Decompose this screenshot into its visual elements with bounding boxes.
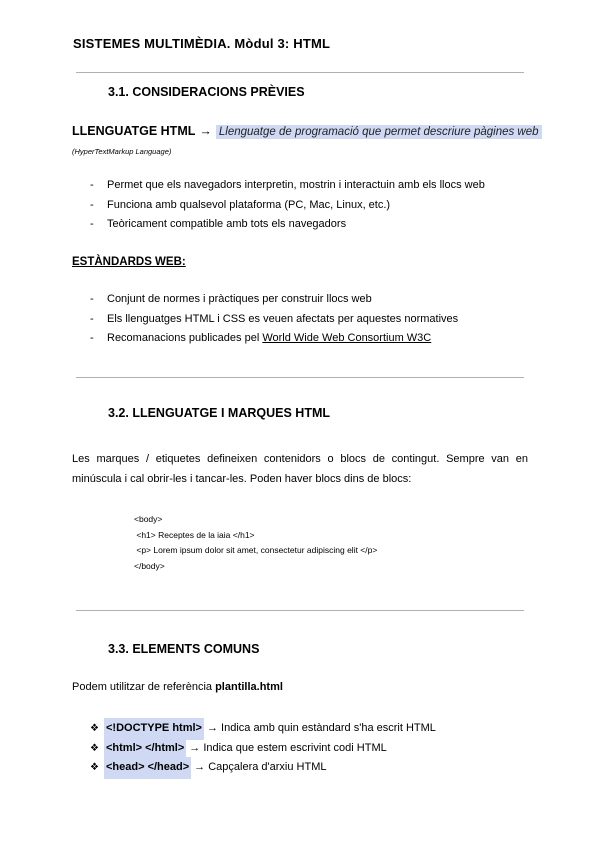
list-item <box>90 739 436 759</box>
w3c-link[interactable]: World Wide Web Consortium W3C <box>262 332 432 344</box>
code-line: </body> <box>134 560 165 571</box>
code-line: <h1> Receptes de la iaia </h1> <box>134 529 255 540</box>
divider <box>76 377 524 378</box>
section-heading-1: 3.1. CONSIDERACIONS PRÈVIES <box>108 85 305 99</box>
list-item: - Els llenguatges HTML i CSS es veuen afectats per aquestes normatives <box>90 310 458 330</box>
diamond-bullet-icon: ❖ <box>90 762 99 773</box>
arrow-icon: → <box>194 761 206 773</box>
list-item <box>90 329 458 349</box>
tag-highlight: <html> </html> <box>104 738 186 760</box>
list-item: - Conjunt de normes i pràctiques per construir llocs web <box>90 290 458 310</box>
code-line: <p> Lorem ipsum dolor sit amet, consectetur adipiscing elit </p> <box>134 545 378 555</box>
term: LLENGUATGE HTML <box>72 124 196 138</box>
diamond-bullet-icon: ❖ <box>90 723 99 734</box>
list-item: - Permet que els navegadors interpretin, mostrin i interactuin amb els llocs web <box>90 176 485 196</box>
list-item: - Funciona amb qualsevol plataforma (PC, Mac, Linux, etc.) <box>90 196 485 216</box>
paragraph: Les marques / etiquetes defineixen contenidors o blocs de contingut. Sempre van en minúscula i cal obrir-les i tancar-les. Poden haver blocs dins de blocs: <box>72 453 528 485</box>
definition-highlight: Llenguatge de programació que permet descriure pàgines web <box>216 125 542 139</box>
item-description: Indica que estem escrivint codi HTML <box>203 741 387 754</box>
standards-list <box>90 290 458 349</box>
section-heading-2: 3.2. LLENGUATGE I MARQUES HTML <box>108 406 330 420</box>
reference-file: plantilla.html <box>215 681 283 693</box>
list-item: - Teòricament compatible amb tots els navegadors <box>90 215 485 235</box>
arrow-icon: → <box>199 124 212 138</box>
list-item <box>90 719 436 739</box>
section-heading-3: 3.3. ELEMENTS COMUNS <box>108 642 260 656</box>
tag-highlight: <head> </head> <box>104 757 191 779</box>
html-definition <box>72 124 542 138</box>
divider <box>76 72 524 73</box>
code-line: <body> <box>134 514 163 524</box>
list-item <box>90 758 436 778</box>
html-features-list <box>90 176 485 235</box>
standards-heading: ESTÀNDARDS WEB: <box>72 256 186 268</box>
reference-text: Podem utilitzar de referència <box>72 681 216 693</box>
divider <box>76 610 524 611</box>
reference-line <box>72 681 283 693</box>
item-description: Indica amb quin estàndard s'ha escrit HTML <box>221 722 436 734</box>
arrow-icon: → <box>189 741 201 754</box>
diamond-bullet-icon: ❖ <box>90 742 99 754</box>
acronym-expansion: (HyperTextMarkup Language) <box>72 147 172 156</box>
elements-list <box>90 719 436 778</box>
code-example <box>134 512 377 574</box>
tag-highlight: <!DOCTYPE html> <box>104 718 204 740</box>
list-item-text: Recomanacions publicades pel <box>107 332 263 344</box>
arrow-icon: → <box>206 722 218 734</box>
document-title: SISTEMES MULTIMÈDIA. Mòdul 3: HTML <box>73 36 331 51</box>
item-description: Capçalera d'arxiu HTML <box>208 761 327 773</box>
